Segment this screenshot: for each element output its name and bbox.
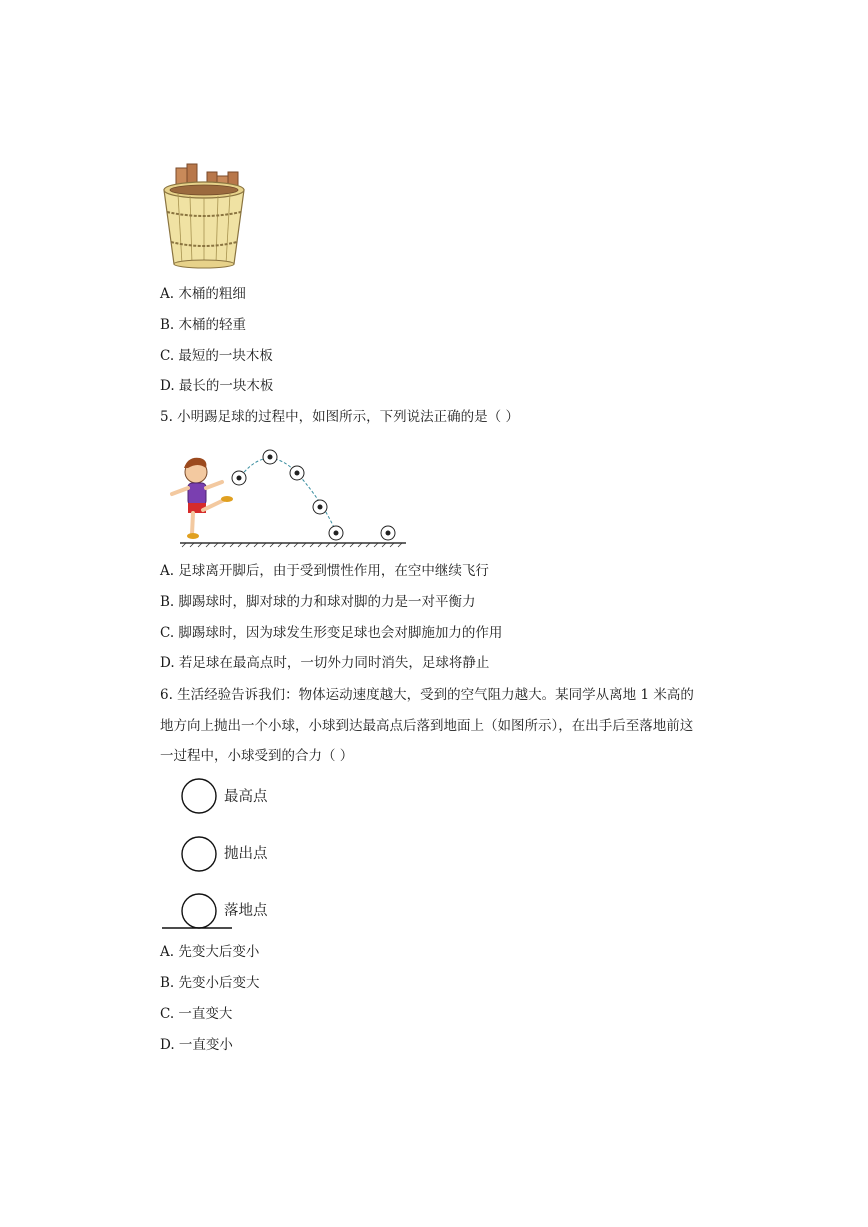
- q5-stem: 5. 小明踢足球的过程中，如图所示，下列说法正确的是（ ）: [160, 409, 519, 425]
- q5-option-c: C. 脚踢球时，因为球发生形变足球也会对脚施加力的作用: [160, 625, 503, 641]
- landing-point-circle: [182, 894, 216, 928]
- q5-option-d: D. 若足球在最高点时，一切外力同时消失，足球将静止: [160, 655, 490, 671]
- q6-option-a: A. 先变大后变小: [160, 944, 260, 960]
- q4-option-a: A. 木桶的粗细: [160, 286, 246, 302]
- q6-stem-line-2: 地方向上抛出一个小球，小球到达最高点后落到地面上（如图所示），在出手后至落地前这: [160, 718, 694, 734]
- highest-point-label: 最高点: [224, 789, 268, 805]
- q6-option-c: C. 一直变大: [160, 1006, 233, 1022]
- q4-option-c: C. 最短的一块木板: [160, 348, 273, 364]
- landing-point-label: 落地点: [224, 903, 268, 919]
- q6-option-b: B. 先变小后变大: [160, 975, 260, 991]
- q4-option-b: B. 木桶的轻重: [160, 317, 247, 333]
- q5-option-b: B. 脚踢球时，脚对球的力和球对脚的力是一对平衡力: [160, 594, 476, 610]
- wooden-bucket-figure: [158, 160, 250, 272]
- release-point-circle: [182, 837, 216, 871]
- highest-point-circle: [182, 779, 216, 813]
- release-point-label: 抛出点: [224, 846, 268, 862]
- q4-option-d: D. 最长的一块木板: [160, 378, 274, 394]
- q6-option-d: D. 一直变小: [160, 1037, 233, 1053]
- q6-stem-line-3: 一过程中，小球受到的合力（ ）: [160, 748, 354, 764]
- soccer-kick-figure: [166, 444, 410, 548]
- q6-stem-line-1: 6. 生活经验告诉我们：物体运动速度越大，受到的空气阻力越大。某同学从离地 1 米高的: [160, 687, 694, 703]
- q5-option-a: A. 足球离开脚后，由于受到惯性作用，在空中继续飞行: [160, 563, 489, 579]
